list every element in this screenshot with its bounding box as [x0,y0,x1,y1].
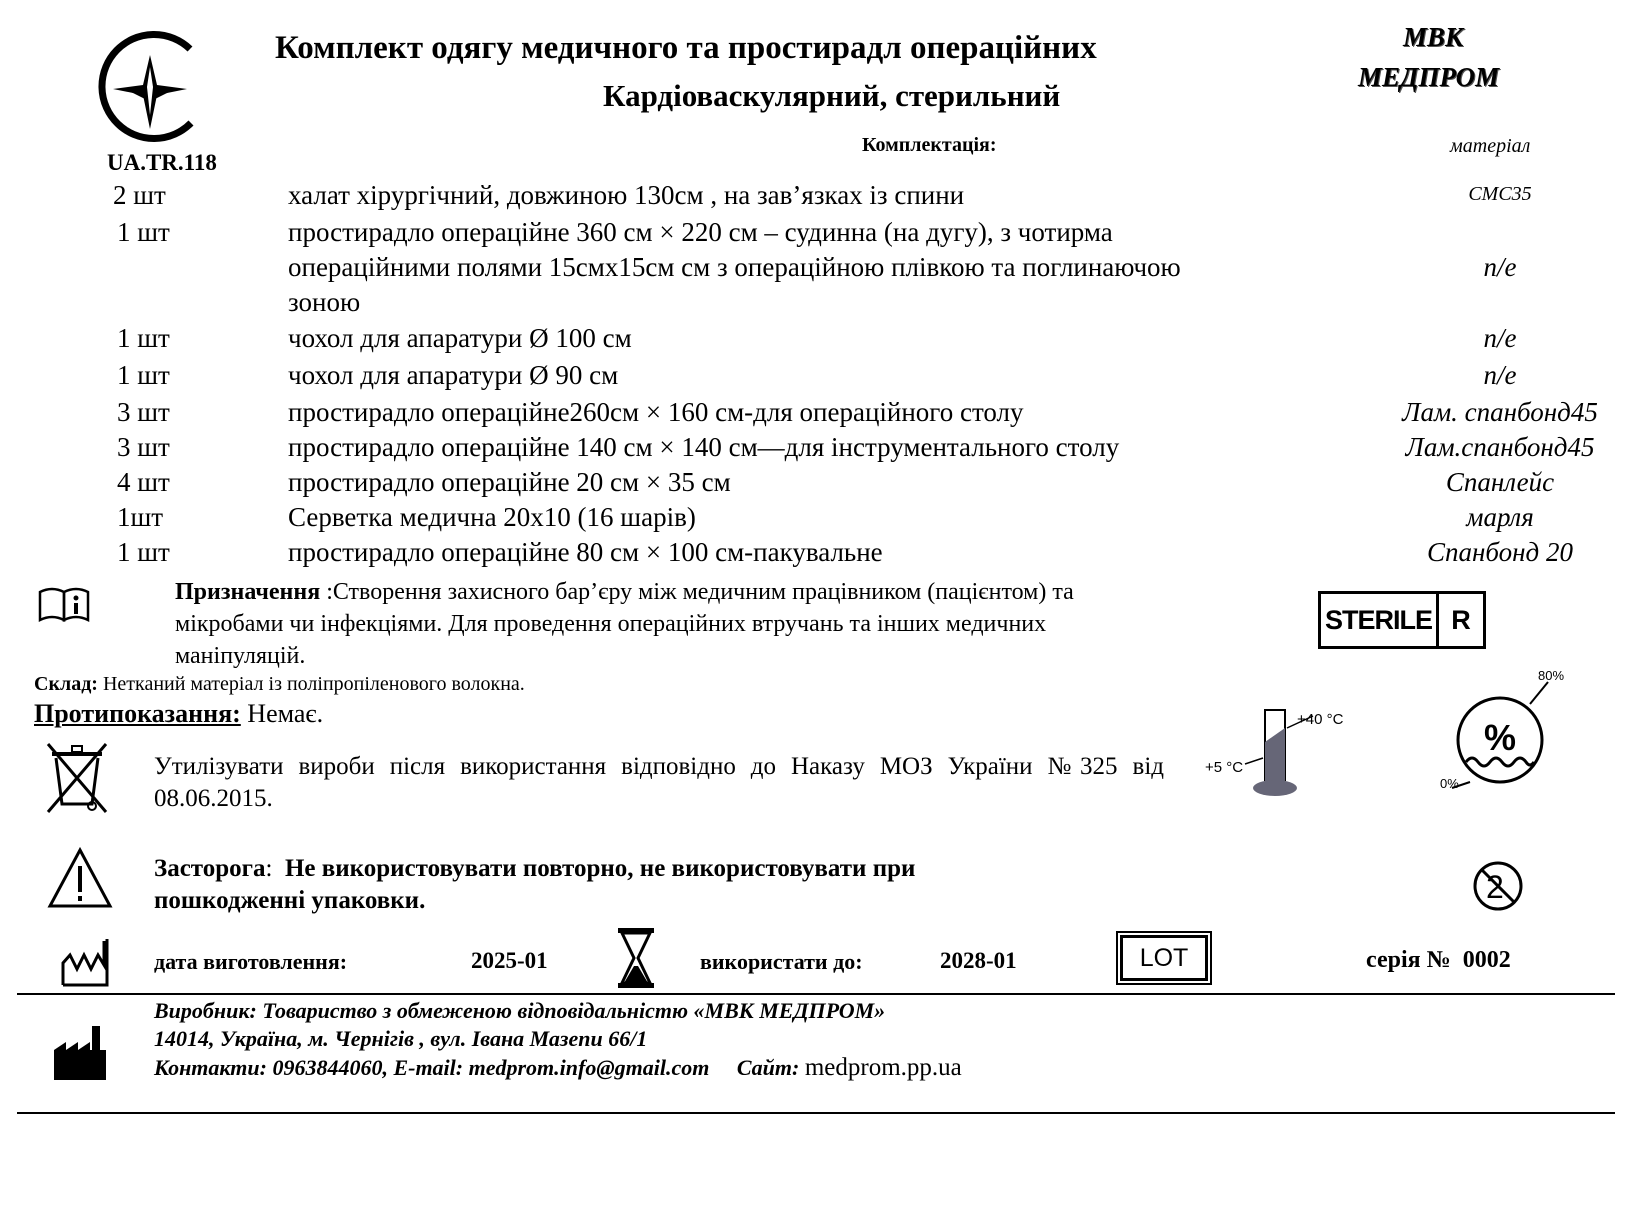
manufacturer-address: 14014, Україна, м. Чернігів , вул. Івана Мазепи 66/1 [154,1026,648,1051]
svg-text:2: 2 [1486,869,1504,905]
composition-text: Нетканий матеріал із поліпропіленового волокна. [97,673,525,695]
ukrsepro-mark-icon [95,27,205,147]
expiry-label: використати до: [700,949,863,974]
contraindications-text: Немає. [247,699,324,728]
lot-symbol: LOT [1120,935,1208,981]
table-row-material: марля [1466,502,1534,532]
humidity-low-label: 0% [1440,776,1459,791]
warning-label: Засторога [154,855,266,882]
brand-logo-line2: МЕДПРОМ [1358,62,1500,92]
temp-high-label: +40 °C [1297,711,1344,728]
table-row-desc: простирадло операційне 140 см × 140 см—для інструментального столу [288,432,1120,462]
humidity-limit-icon [1440,668,1565,798]
table-row-qty: 2 шт [113,180,166,210]
table-row-desc: чохол для апаратури Ø 90 см [288,360,619,390]
table-row-material: Лам.спанбонд45 [1405,432,1595,462]
table-row-material: Спанбонд 20 [1427,537,1573,567]
table-row-desc: простирадло операційне 20 см × 35 см [288,467,731,497]
contents-header: Комплектація: [862,134,997,156]
composition-label: Склад: [34,673,98,695]
divider-top [17,993,1615,995]
table-row-qty: 1 шт [117,360,170,390]
table-row-material: п/е [1483,252,1517,282]
material-header: матеріал [1450,135,1531,157]
table-row-qty: 3 шт [117,432,170,462]
wheelie-bin-crossed-icon [46,740,110,816]
site-link[interactable]: medprom.pp.ua [804,1054,962,1081]
table-row-desc: зоною [288,287,361,317]
manufactured-label: дата виготовлення: [154,949,348,974]
table-row-material: п/е [1483,360,1517,390]
disposal-text: Утилізувати вироби після використання відповідно до Наказу МОЗ України №325 від 08.06.2015. [154,753,1164,812]
table-row-desc: операційними полями 15смх15см см з операційною плівкою та поглинаючою [288,252,1181,282]
expiry-value: 2028-01 [940,948,1017,973]
warning-triangle-icon [46,846,114,910]
table-row-desc: чохол для апаратури Ø 100 см [288,323,632,353]
sterile-label: STERILE [1321,594,1439,646]
brand-logo-line1: МВК [1403,22,1464,52]
site-label: Сайт: [736,1055,800,1080]
purpose-text: :Створення захисного бар’єру між медичним працівником (пацієнтом) та мікробами чи інфекціями. Для проведення операційних втручань та інших медичних маніпуляцій. [175,579,1074,669]
table-row-qty: 1 шт [117,537,170,567]
temp-low-label: +5 °C [1205,759,1244,776]
series-label: серія № [1366,947,1451,973]
series-value: 0002 [1462,947,1511,973]
document-subtitle: Кардіоваскулярний, стерильний [603,78,1061,113]
hourglass-icon [618,928,654,988]
do-not-reuse-icon [1472,860,1524,912]
temperature-limit-icon [1205,708,1365,798]
manufactured-value: 2025-01 [471,948,548,973]
manufacturer-contacts [154,1054,962,1082]
contraindications-label: Протипоказання: [34,699,241,728]
table-row-material: п/е [1483,323,1517,353]
humidity-symbol: % [1484,717,1517,758]
table-row-qty: 3 шт [117,397,170,427]
humidity-high-label: 80% [1538,668,1565,683]
table-row-material: СМС35 [1468,183,1532,205]
document-title: Комплект одягу медичного та простирадл операційних [275,30,1097,66]
table-row-qty: 1 шт [117,323,170,353]
table-row-material: Спанлейс [1445,467,1555,497]
table-row-desc: простирадло операційне 80 см × 100 см-пакувальне [288,537,883,567]
warning-section: Засторога: Не використовувати повторно, не використовувати при пошкодженні упаковки. [154,855,916,914]
table-row-desc: простирадло операційне260см × 160 см-для операційного столу [288,397,1024,427]
manufacturer-factory-icon [54,1024,106,1080]
table-row-desc: простирадло операційне 360 см × 220 см – судинна (на дугу), з чотирма [288,217,1113,247]
series-number [1366,947,1511,974]
sterile-r-symbol [1318,591,1486,649]
manufacture-date-icon [60,935,110,987]
table-row-desc: Серветка медична 20х10 (16 шарів) [288,502,696,532]
warning-text: Не використовувати повторно, не використовувати при пошкодженні упаковки. [154,855,916,914]
table-row-qty: 1шт [117,502,164,532]
contacts-text: Контакти: 0963844060, E-mail: medprom.info@gmail.com [154,1055,710,1080]
table-row-desc: халат хірургічний, довжиною 130см , на зав’язках із спини [288,180,965,210]
contraindications [34,699,323,729]
table-row-qty: 4 шт [117,467,170,497]
manufacturer-line1: Виробник: Товариство з обмеженою відповідальністю «МВК МЕДПРОМ» [154,998,886,1023]
divider-bottom [17,1112,1615,1114]
table-row-qty: 1 шт [117,217,170,247]
purpose-label: Призначення [175,579,321,605]
instructions-info-icon [38,586,90,622]
purpose-section [175,576,1175,672]
table-row-material: Лам. спанбонд45 [1402,397,1598,427]
certification-code: UA.TR.118 [107,150,217,175]
composition [34,673,525,696]
sterile-method: R [1451,604,1471,635]
